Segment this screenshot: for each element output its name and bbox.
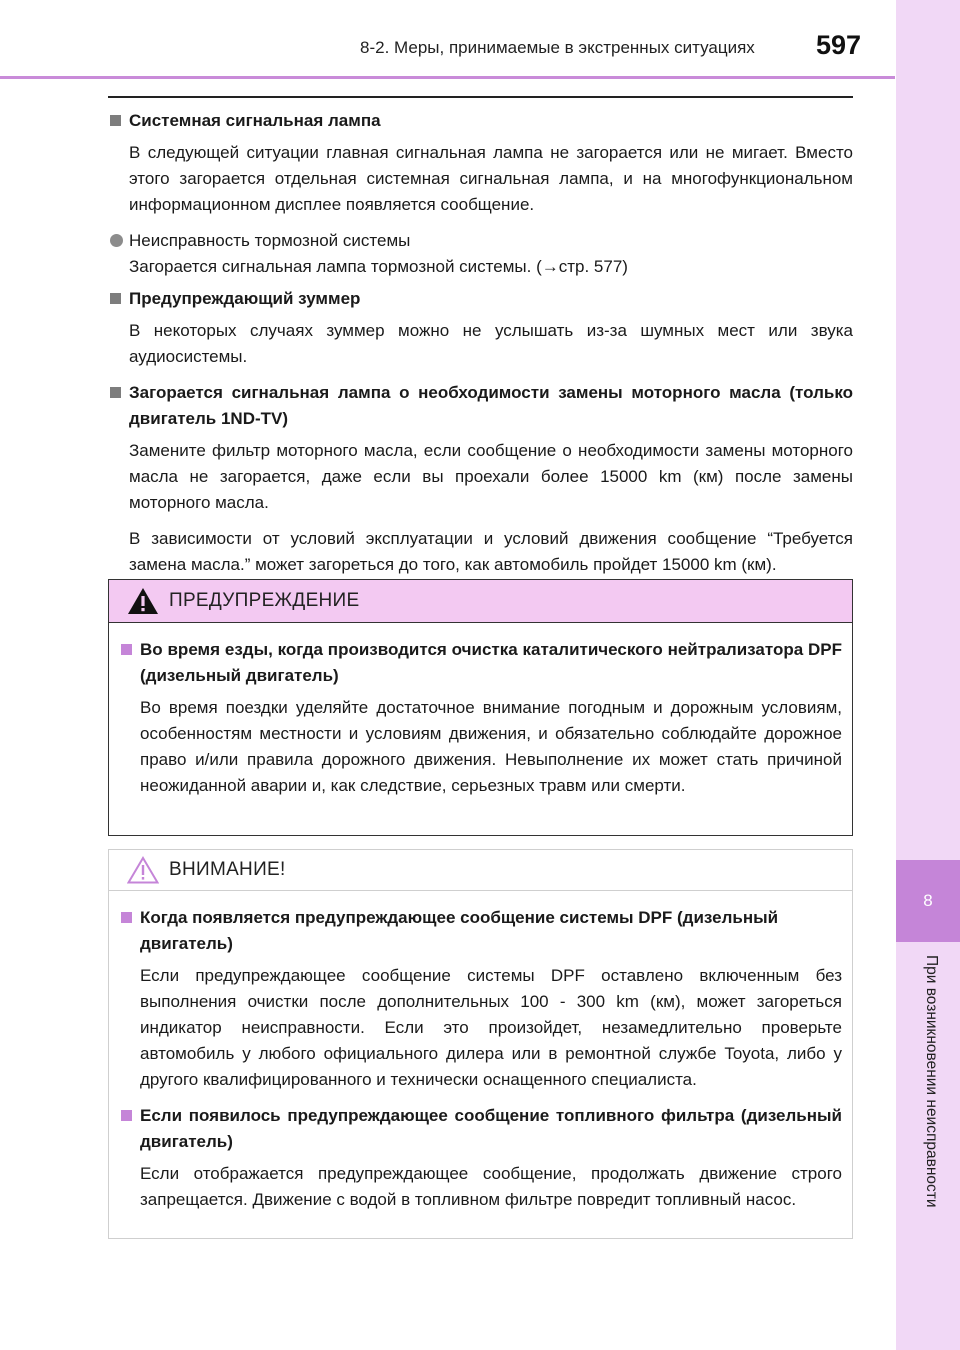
caution-header — [109, 850, 852, 891]
square-bullet-icon — [110, 387, 121, 398]
section-text: В некоторых случаях зуммер можно не услышать из-за шумных мест или звука аудиосистемы. — [129, 321, 853, 366]
caution-triangle-icon — [127, 856, 159, 884]
square-bullet-icon — [121, 1110, 132, 1121]
bullet-item — [110, 228, 853, 280]
content-top-rule — [108, 96, 853, 98]
bullet-title: Неисправность тормозной системы — [129, 231, 411, 250]
header-divider — [0, 76, 895, 79]
chapter-label: При возникновении неисправности — [923, 955, 940, 1208]
section-title: Загорается сигнальная лампа о необходимости замены моторного масла (только двигатель 1ND-TV) — [108, 380, 853, 432]
caution-label: ВНИМАНИЕ! — [169, 859, 286, 880]
section-text: В зависимости от условий эксплуатации и условий движения сообщение “Требуется замена масла.” может загореться до того, как автомобиль пройдет 15000 km (км). — [129, 529, 853, 574]
warning-header — [109, 580, 852, 623]
warning-title: Во время езды, когда производится очистка каталитического нейтрализатора DPF (дизельный двигатель) — [119, 637, 842, 689]
main-content — [108, 108, 853, 588]
warning-triangle-icon — [127, 587, 159, 615]
section-text: В следующей ситуации главная сигнальная лампа не загорается или не мигает. Вместо этого загорается отдельная системная сигнальная лампа, и на многофункциональном информационном дисплее появляется сообщение. — [129, 143, 853, 214]
caution-body — [109, 891, 852, 1213]
bullet-text: Загорается сигнальная лампа тормозной системы. (→стр. 577) — [129, 257, 628, 276]
caution-item-title: Если появилось предупреждающее сообщение топливного фильтра (дизельный двигатель) — [119, 1103, 842, 1155]
square-bullet-icon — [110, 293, 121, 304]
section-text: Замените фильтр моторного масла, если сообщение о необходимости замены моторного масла не загорается, даже если вы проехали более 15000 km (км) после замены моторного масла. — [129, 441, 853, 512]
chapter-number-tab[interactable]: 8 — [896, 860, 960, 942]
caution-box — [108, 849, 853, 1239]
circle-bullet-icon — [110, 234, 123, 247]
warning-body — [109, 623, 852, 799]
section-title: Предупреждающий зуммер — [108, 286, 853, 312]
warning-box — [108, 579, 853, 836]
section-title: Системная сигнальная лампа — [108, 108, 853, 134]
warning-label: ПРЕДУПРЕЖДЕНИЕ — [169, 590, 360, 611]
square-bullet-icon — [121, 644, 132, 655]
page-number: 597 — [816, 30, 862, 60]
caution-item-text: Если отображается предупреждающее сообщение, продолжать движение строго запрещается. Движение с водой в топливном фильтре повредит топливный насос. — [140, 1164, 842, 1209]
warning-text: Во время поездки уделяйте достаточное внимание погодным и дорожным условиям, особенностям местности и условиям движения, и обязательно соблюдайте дорожное право и/или правила дорожного движения. Невыполнение их может стать причиной неожиданной аварии и, как следствие, серьезных травм или смерти. — [140, 698, 842, 795]
caution-item-text: Если предупреждающее сообщение системы DPF оставлено включенным без выполнения очистки после дополнительных 100 - 300 km (км), может загореться индикатор неисправности. Если это произойдет, незамедлительно проверьте автомобиль у любого официального дилера или в ремонтной службе Toyota, либо у другого квалифицированного и технически оснащенного специалиста. — [140, 966, 842, 1089]
caution-item-title: Когда появляется предупреждающее сообщение системы DPF (дизельный двигатель) — [119, 905, 842, 957]
square-bullet-icon — [121, 912, 132, 923]
page-header-title: 8-2. Меры, принимаемые в экстренных ситуациях — [360, 38, 755, 57]
square-bullet-icon — [110, 115, 121, 126]
